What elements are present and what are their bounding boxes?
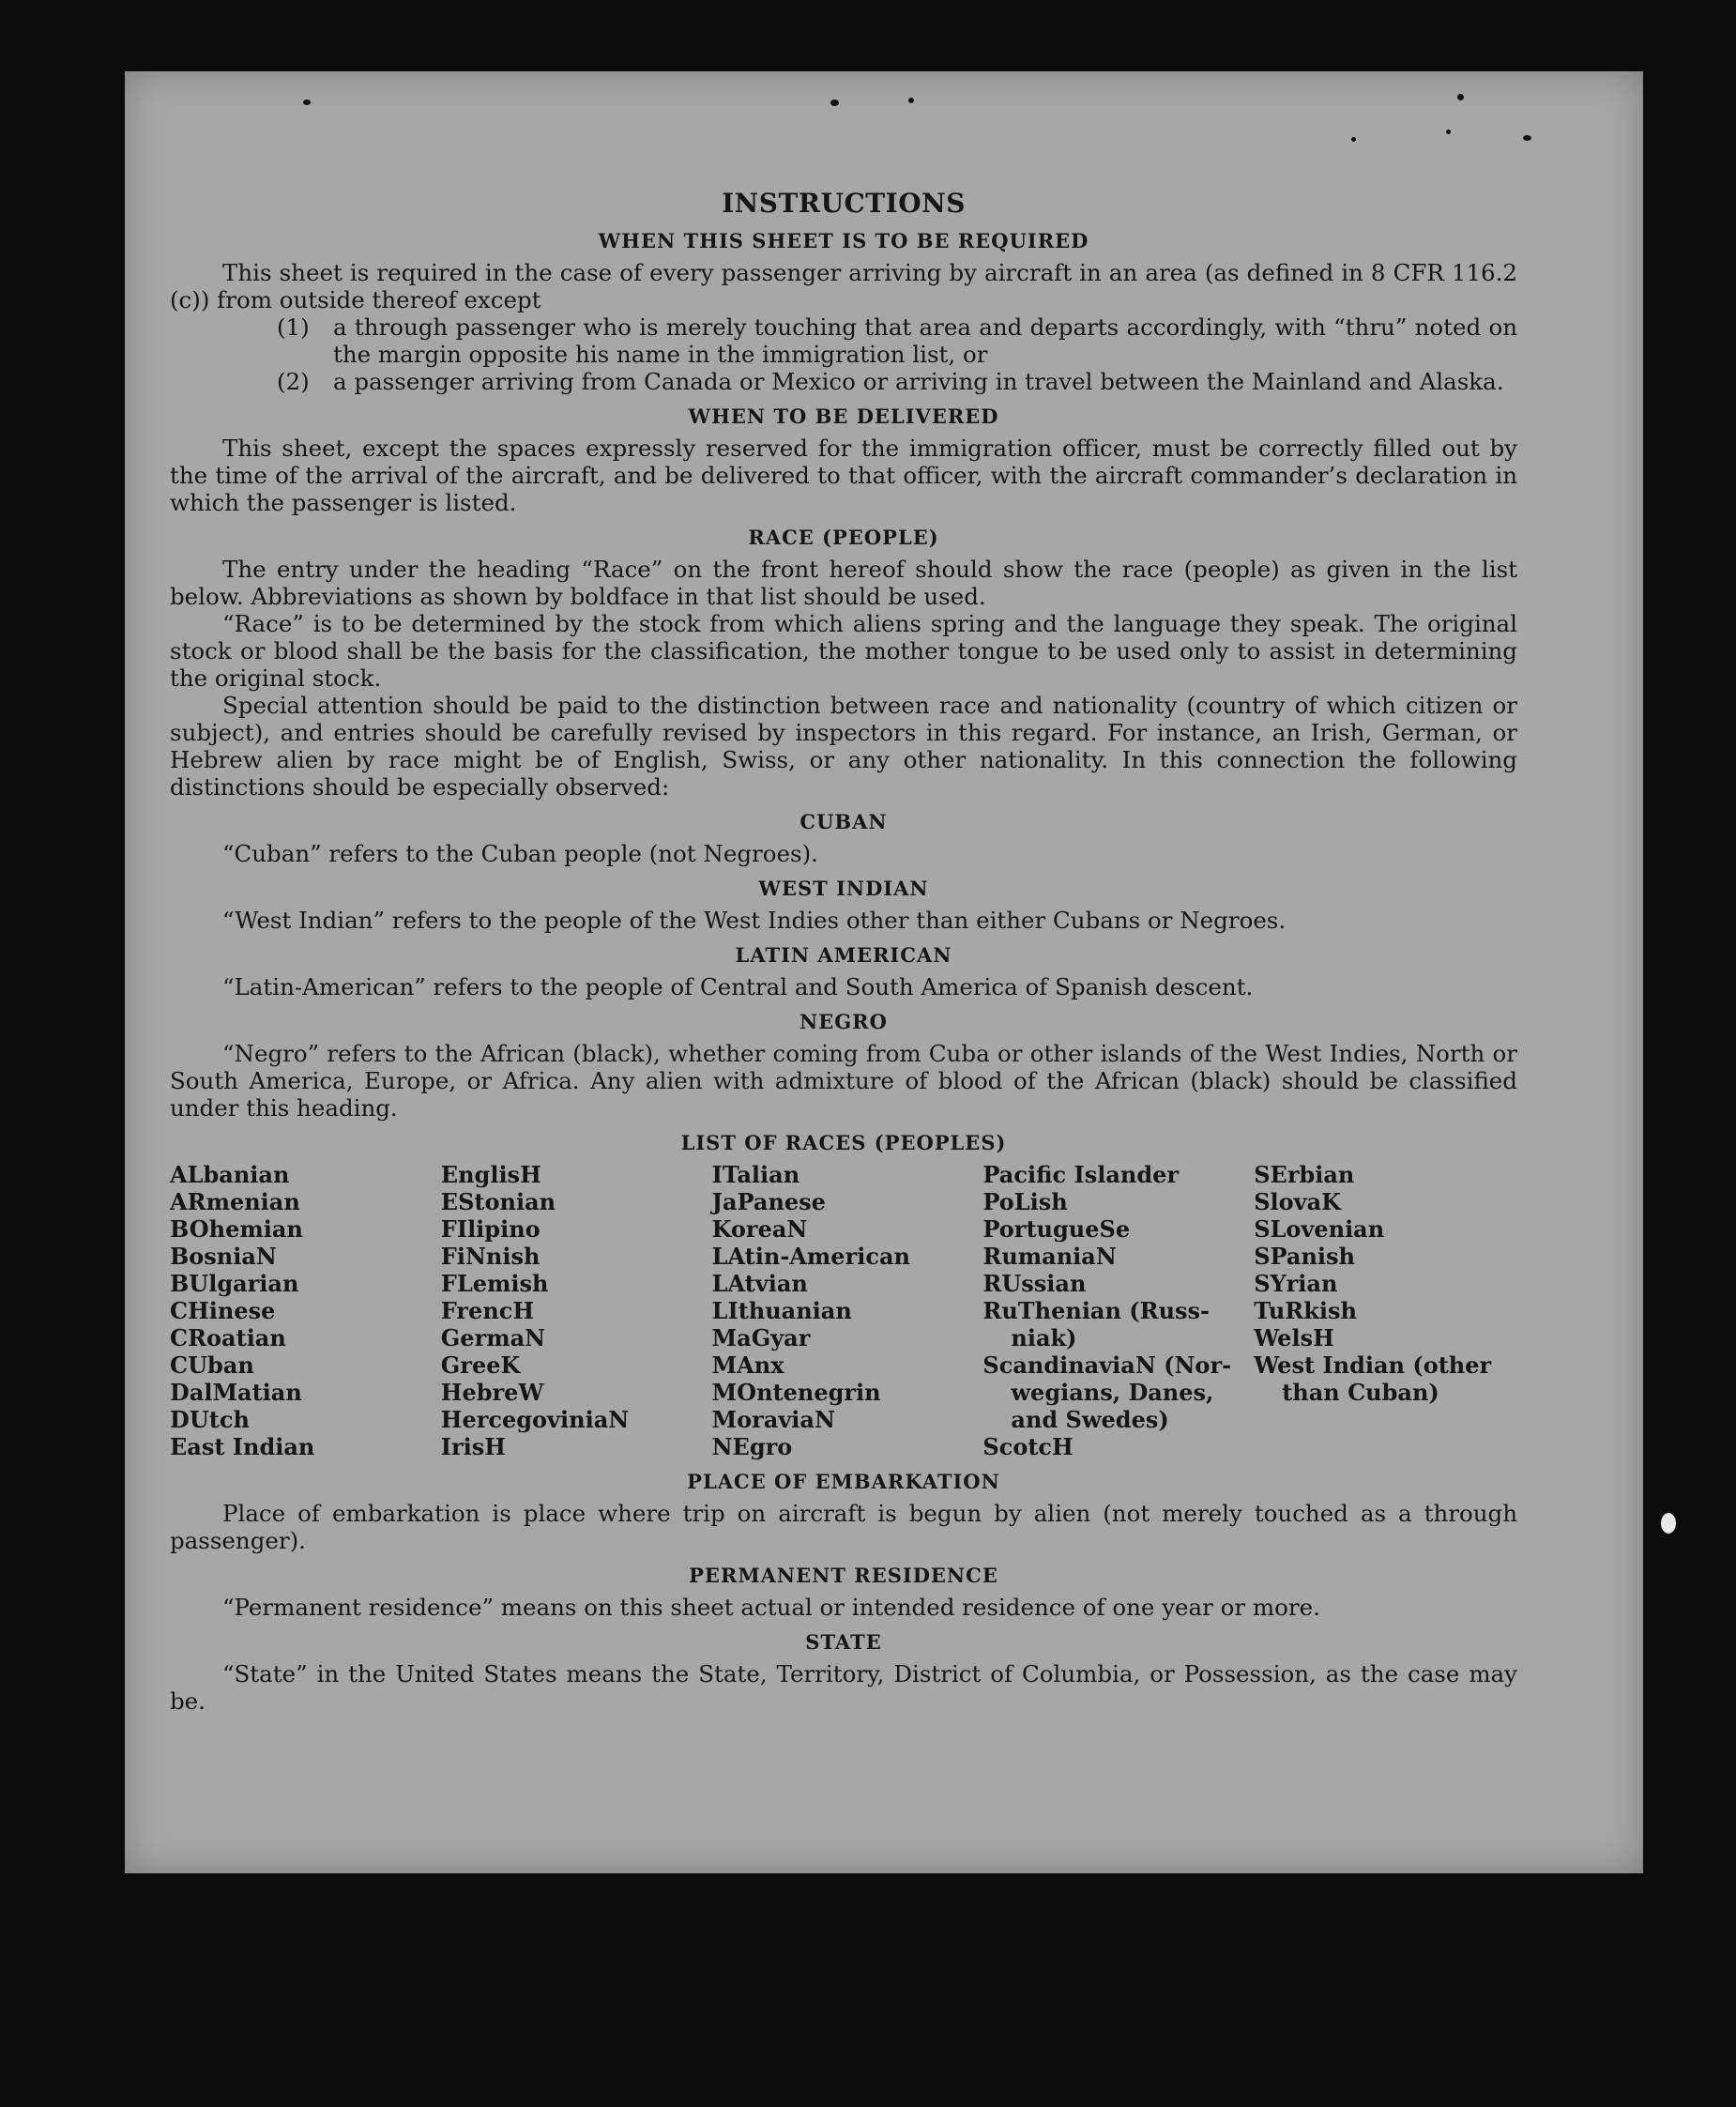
race-entry: EnglisH — [440, 1161, 541, 1188]
race-entry: IrisH — [440, 1433, 506, 1460]
race-entry: PoLish — [982, 1188, 1068, 1215]
race-entry: FiNnish — [440, 1243, 541, 1270]
state-text: “State” in the United States means the State, Territory, District of Columbia, or Possession, as the case may be. — [170, 1660, 1517, 1715]
race-entry: SlovaK — [1254, 1188, 1341, 1215]
race-paragraph-2: “Race” is to be determined by the stock from which aliens spring and the language they speak. The original stock or blood shall be the basis for the classification, the mother tongue to be used only to assist in determining the original stock. — [170, 610, 1517, 692]
speck — [1457, 94, 1464, 100]
race-entry-continuation: and Swedes) — [1011, 1406, 1169, 1433]
heading-delivered: WHEN TO BE DELIVERED — [688, 405, 999, 428]
page-title: INSTRUCTIONS — [722, 188, 966, 219]
race-entry: SYrian — [1254, 1270, 1338, 1297]
residence-text: “Permanent residence” means on this sheet actual or intended residence of one year or more. — [222, 1594, 1320, 1621]
race-entry: HercegoviniaN — [440, 1406, 630, 1433]
speck — [303, 99, 311, 105]
race-entry: BUlgarian — [170, 1270, 299, 1297]
heading-races-list: LIST OF RACES (PEOPLES) — [680, 1131, 1007, 1154]
embarkation-text: Place of embarkation is place where trip on aircraft is begun by alien (not merely touched as a through passenger). — [170, 1500, 1517, 1554]
race-entry: RuThenian (Russ- — [982, 1297, 1211, 1324]
negro-text: “Negro” refers to the African (black), whether coming from Cuba or other islands of the West Indies, North or South America, Europe, or Africa. Any alien with admixture of blood of the African (black) should be classified under this heading. — [170, 1040, 1517, 1122]
heading-latin-american: LATIN AMERICAN — [735, 943, 952, 967]
heading-negro: NEGRO — [799, 1010, 888, 1033]
race-entry: Pacific Islander — [982, 1161, 1180, 1188]
speck — [830, 99, 839, 106]
race-entry: HebreW — [440, 1379, 544, 1406]
race-entry: CRoatian — [170, 1324, 286, 1351]
race-entry: BosniaN — [170, 1243, 277, 1270]
race-entry: SErbian — [1254, 1161, 1355, 1188]
race-entry: ScandinaviaN (Nor- — [982, 1351, 1232, 1379]
race-entry: EStonian — [440, 1188, 556, 1215]
race-entry: DalMatian — [170, 1379, 302, 1406]
race-entry: FIlipino — [440, 1215, 541, 1243]
heading-residence: PERMANENT RESIDENCE — [689, 1564, 998, 1587]
race-entry: GermaN — [440, 1324, 546, 1351]
race-entry: BOhemian — [170, 1215, 303, 1243]
race-entry: LAtin-American — [711, 1243, 910, 1270]
speck — [1523, 135, 1531, 141]
race-entry: FLemish — [440, 1270, 549, 1297]
race-entry: ITalian — [711, 1161, 800, 1188]
races-column-2 — [441, 1161, 705, 1460]
race-entry: PortugueSe — [982, 1215, 1131, 1243]
cuban-text: “Cuban” refers to the Cuban people (not Negroes). — [222, 840, 818, 867]
exception-item-1 — [277, 313, 1517, 368]
exception-number: (1) — [277, 313, 310, 341]
race-entry: TuRkish — [1254, 1297, 1357, 1324]
heading-west-indian: WEST INDIAN — [758, 877, 929, 900]
races-list — [170, 1161, 1517, 1460]
race-entry: NEgro — [711, 1433, 793, 1460]
heading-embarkation: PLACE OF EMBARKATION — [687, 1470, 1000, 1493]
delivered-text: This sheet, except the spaces expressly reserved for the immigration officer, must be correctly filled out by the time of the arrival of the aircraft, and be delivered to that officer, with the aircraft commander’s declaration in which the passenger is listed. — [170, 435, 1517, 516]
race-entry: East Indian — [170, 1433, 315, 1460]
races-column-1 — [170, 1161, 434, 1460]
instructions-content — [170, 188, 1517, 1715]
race-entry: MaGyar — [711, 1324, 811, 1351]
races-column-3 — [712, 1161, 976, 1460]
races-column-5 — [1254, 1161, 1517, 1460]
west-indian-text: “West Indian” refers to the people of the West Indies other than either Cubans or Negroes. — [222, 907, 1287, 934]
heading-state: STATE — [805, 1630, 882, 1654]
race-entry: MOntenegrin — [711, 1379, 881, 1406]
race-entry-continuation: niak) — [1011, 1324, 1077, 1351]
heading-race: RACE (PEOPLE) — [748, 526, 939, 549]
race-paragraph-3: Special attention should be paid to the distinction between race and nationality (country of which citizen or subject), and entries should be carefully revised by inspectors in this regard. For instance, an Irish, German, or Hebrew alien by race might be of English, Swiss, or any other nationality. In this connection the following distinctions should be especially observed: — [170, 692, 1517, 801]
race-entry-continuation: wegians, Danes, — [1011, 1379, 1214, 1406]
race-entry: ALbanian — [170, 1161, 290, 1188]
scan-artifact — [1661, 1513, 1676, 1534]
race-entry: West Indian (other — [1254, 1351, 1492, 1379]
race-entry: GreeK — [440, 1351, 521, 1379]
race-entry: SPanish — [1254, 1243, 1355, 1270]
race-entry: SLovenian — [1254, 1215, 1385, 1243]
race-entry: RumaniaN — [982, 1243, 1117, 1270]
race-entry: RUssian — [982, 1270, 1087, 1297]
race-entry: WelsH — [1254, 1324, 1334, 1351]
required-intro: This sheet is required in the case of every passenger arriving by aircraft in an area (as defined in 8 CFR 116.2 (c)) from outside thereof except — [170, 259, 1517, 313]
race-entry: DUtch — [170, 1406, 250, 1433]
race-entry: ARmenian — [170, 1188, 300, 1215]
document-sheet — [125, 71, 1643, 1873]
race-entry: CHinese — [170, 1297, 276, 1324]
exception-text: a through passenger who is merely touching that area and departs accordingly, with “thru” noted on the margin opposite his name in the immigration list, or — [333, 313, 1517, 368]
race-entry: MoraviaN — [711, 1406, 835, 1433]
exception-text: a passenger arriving from Canada or Mexico or arriving in travel between the Mainland and Alaska. — [333, 368, 1504, 395]
race-entry: LAtvian — [711, 1270, 808, 1297]
speck — [908, 98, 914, 103]
heading-required: WHEN THIS SHEET IS TO BE REQUIRED — [598, 229, 1089, 252]
heading-cuban: CUBAN — [799, 810, 888, 833]
race-entry: JaPanese — [711, 1188, 826, 1215]
race-entry: MAnx — [711, 1351, 784, 1379]
race-paragraph-1: The entry under the heading “Race” on the front hereof should show the race (people) as given in the list below. Abbreviations as shown by boldface in that list should be used. — [170, 556, 1517, 610]
race-entry: ScotcH — [982, 1433, 1074, 1460]
race-entry: KoreaN — [711, 1215, 808, 1243]
latin-american-text: “Latin-American” refers to the people of Central and South America of Spanish descent. — [222, 973, 1254, 1000]
speck — [1446, 130, 1451, 134]
exception-item-2 — [277, 368, 1517, 395]
race-entry: LIthuanian — [711, 1297, 852, 1324]
exception-number: (2) — [277, 368, 310, 395]
speck — [1351, 137, 1356, 142]
race-entry: FrencH — [440, 1297, 535, 1324]
race-entry: CUban — [170, 1351, 254, 1379]
races-column-4 — [982, 1161, 1246, 1460]
race-entry-continuation: than Cuban) — [1282, 1379, 1439, 1406]
